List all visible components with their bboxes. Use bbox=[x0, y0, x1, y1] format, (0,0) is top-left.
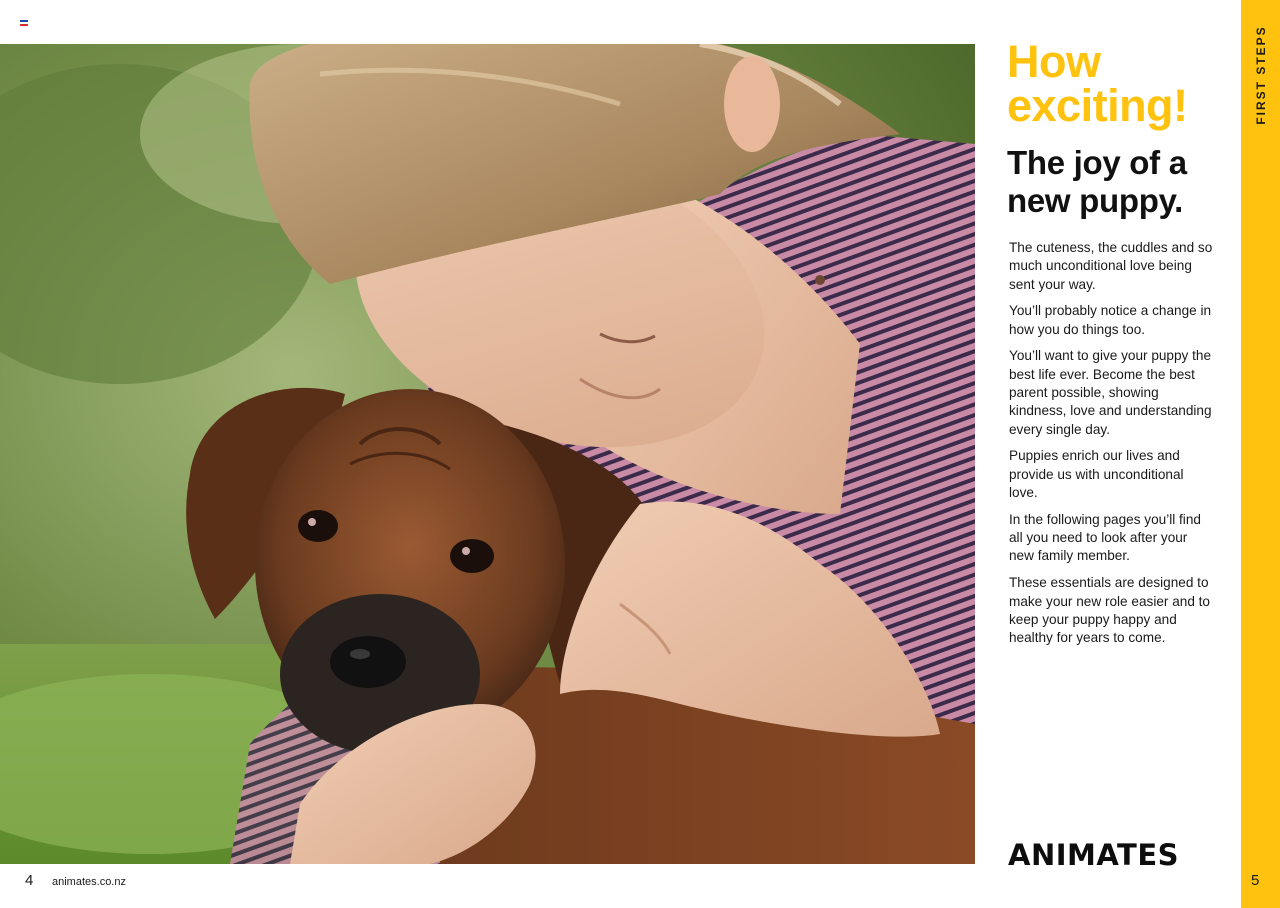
section-side-band bbox=[1241, 0, 1280, 908]
body-paragraph: Puppies enrich our lives and provide us with unconditional love. bbox=[1009, 448, 1184, 501]
body-paragraph: In the following pages you’ll find all you need to look after your new family member. bbox=[1009, 511, 1201, 564]
headline-line-1: How bbox=[1007, 36, 1101, 87]
headline bbox=[1007, 36, 1227, 131]
girl-with-puppy-photo bbox=[0, 44, 975, 864]
section-label: FIRST STEPS bbox=[1254, 25, 1268, 125]
body-text bbox=[1009, 239, 1214, 656]
flag-icon bbox=[20, 20, 28, 26]
page-number-left: 4 bbox=[25, 872, 34, 889]
animates-logo: ANIMATES bbox=[1008, 838, 1180, 872]
body-paragraph: These essentials are designed to make your new role easier and to keep your puppy happy and healthy for years to come. bbox=[1009, 575, 1210, 646]
headline-line-2: exciting! bbox=[1007, 80, 1188, 131]
page-number-right: 5 bbox=[1251, 872, 1260, 889]
body-paragraph: You’ll probably notice a change in how you do things too. bbox=[1009, 303, 1212, 337]
website-link[interactable]: animates.co.nz bbox=[52, 876, 126, 888]
photo-illustration bbox=[0, 44, 975, 864]
body-paragraph: You’ll want to give your puppy the best life ever. Become the best parent possible, showing kindness, love and understanding every single day. bbox=[1009, 348, 1212, 437]
subheading: The joy of a new puppy. bbox=[1007, 144, 1187, 219]
body-paragraph: The cuteness, the cuddles and so much unconditional love being sent your way. bbox=[1009, 240, 1213, 292]
